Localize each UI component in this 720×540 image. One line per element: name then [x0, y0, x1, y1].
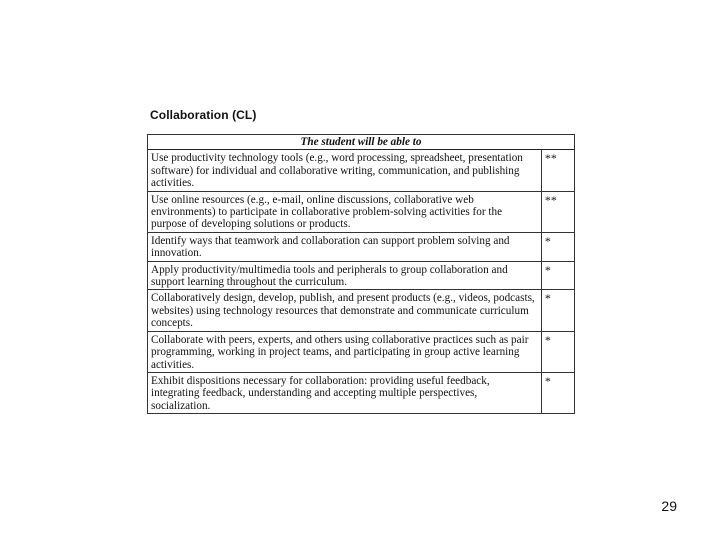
- standard-text: Apply productivity/multimedia tools and peripherals to group collaboration and support learning throughout the curriculum.: [148, 261, 542, 290]
- priority-mark: *: [541, 290, 574, 331]
- standard-text: Exhibit dispositions necessary for collaboration: providing useful feedback, integrating feedback, understanding and accepting multiple perspectives, socialization.: [148, 372, 542, 413]
- priority-mark: **: [541, 191, 574, 232]
- table-row: [148, 331, 575, 372]
- table-row: [148, 150, 575, 191]
- standard-text: Use online resources (e.g., e-mail, online discussions, collaborative web environments) to participate in collaborative problem-solving activities for the purpose of developing solutions or products.: [148, 191, 542, 232]
- table-row: [148, 232, 575, 261]
- page-number: 29: [661, 498, 677, 514]
- table-header-row: [148, 135, 575, 150]
- standards-table: [147, 134, 575, 414]
- table-row: [148, 191, 575, 232]
- priority-mark: *: [541, 261, 574, 290]
- standard-text: Collaborate with peers, experts, and others using collaborative practices such as pair programming, working in project teams, and participating in group active learning activities.: [148, 331, 542, 372]
- priority-mark: **: [541, 150, 574, 191]
- standard-text: Use productivity technology tools (e.g., word processing, spreadsheet, presentation software) for individual and collaborative writing, communication, and publishing activities.: [148, 150, 542, 191]
- standard-text: Identify ways that teamwork and collaboration can support problem solving and innovation.: [148, 232, 542, 261]
- priority-mark: *: [541, 232, 574, 261]
- standard-text: Collaboratively design, develop, publish, and present products (e.g., videos, podcasts, websites) using technology resources that demonstrate and communicate curriculum concepts.: [148, 290, 542, 331]
- priority-mark: *: [541, 372, 574, 413]
- section-title: Collaboration (CL): [150, 108, 257, 122]
- priority-mark: *: [541, 331, 574, 372]
- table-row: [148, 372, 575, 413]
- table-row: [148, 290, 575, 331]
- table-row: [148, 261, 575, 290]
- table-header: The student will be able to: [148, 135, 575, 150]
